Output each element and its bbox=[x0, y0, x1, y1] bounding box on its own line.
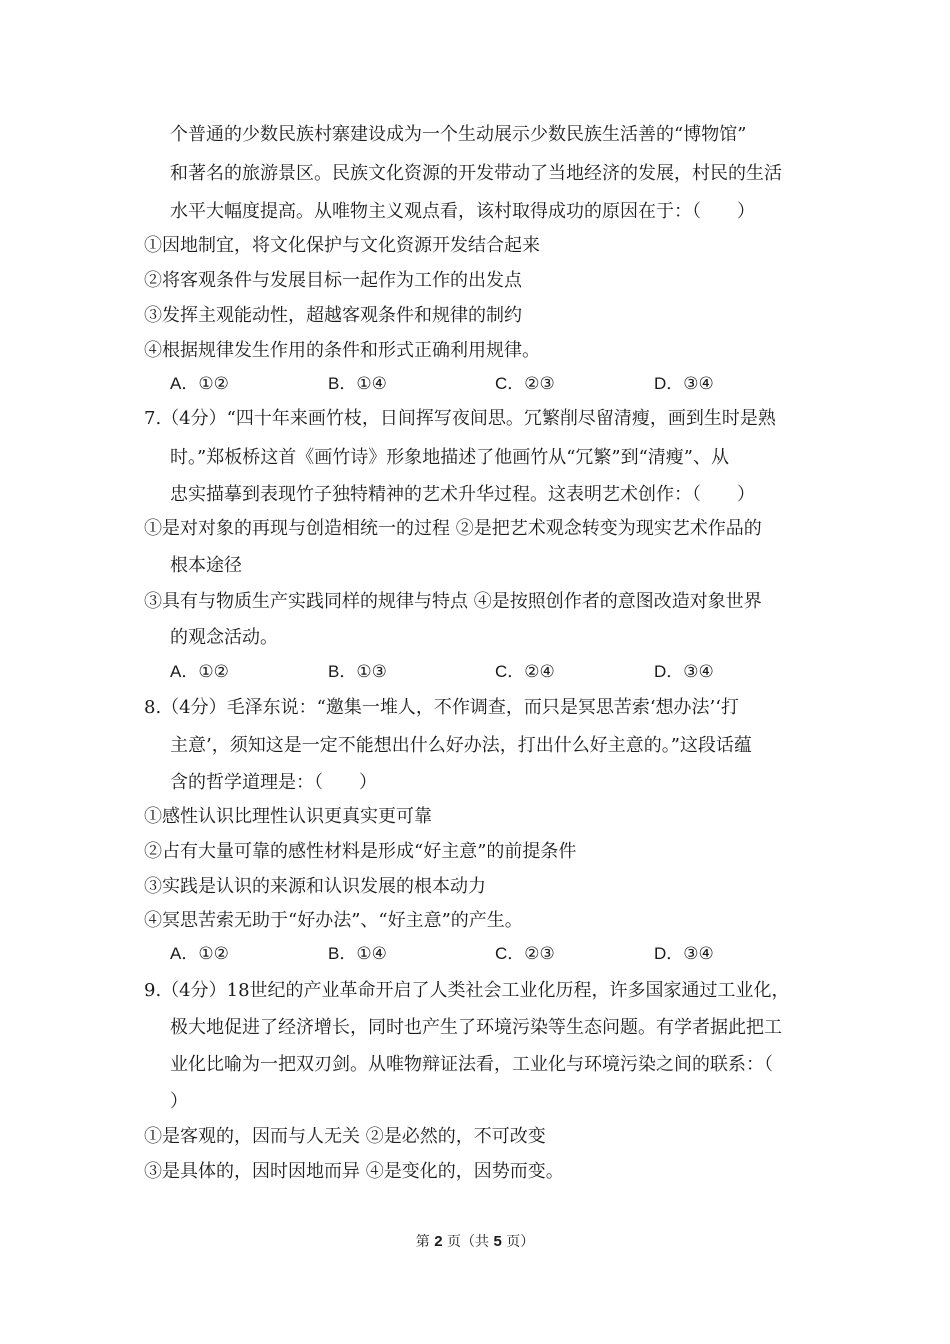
q8-option-b: B．①④ bbox=[328, 944, 387, 963]
q8-stem-line-1: 8.（4分）毛泽东说：“邀集一堆人，不作调查，而只是冥思苦索‘想办法’‘打 bbox=[144, 697, 739, 718]
q8-item-4: ④冥思苦索无助于“好办法”、“好主意”的产生。 bbox=[144, 910, 523, 931]
q7-option-a: A．①② bbox=[170, 662, 229, 681]
q6-option-d: D．③④ bbox=[654, 374, 714, 393]
q8-item-3: ③实践是认识的来源和认识发展的根本动力 bbox=[144, 876, 486, 897]
q7-option-d: D．③④ bbox=[654, 662, 714, 681]
q9-stem-line-3: 业化比喻为一把双刃剑。从唯物辩证法看，工业化与环境污染之间的联系：（ bbox=[170, 1054, 773, 1075]
q9-item-1: ①是客观的，因而与人无关 ②是必然的，不可改变 bbox=[144, 1126, 546, 1147]
q6-item-2: ②将客观条件与发展目标一起作为工作的出发点 bbox=[144, 270, 522, 291]
page-footer bbox=[0, 1232, 950, 1252]
q6-stem-line-2: 和著名的旅游景区。民族文化资源的开发带动了当地经济的发展，村民的生活 bbox=[170, 163, 782, 184]
q9-stem-line-1: 9.（4分）18世纪的产业革命开启了人类社会工业化历程，许多国家通过工业化， bbox=[144, 980, 790, 1001]
q7-item-3: ③具有与物质生产实践同样的规律与特点 ④是按照创作者的意图改造对象世界 bbox=[144, 591, 762, 612]
q8-option-d: D．③④ bbox=[654, 944, 714, 963]
q7-stem-line-1: 7.（4分）“四十年来画竹枝，日间挥写夜间思。冗繁削尽留清瘦，画到生时是熟 bbox=[144, 408, 776, 429]
footer-prefix: 第 bbox=[415, 1234, 430, 1250]
q6-stem-line-1: 个普通的少数民族村寨建设成为一个生动展示少数民族生活善的“博物馆” bbox=[170, 124, 747, 145]
footer-middle: 页（共 bbox=[447, 1234, 489, 1250]
q7-stem-line-3: 忠实描摹到表现竹子独特精神的艺术升华过程。这表明艺术创作：（ ） bbox=[170, 484, 755, 505]
q8-option-a: A．①② bbox=[170, 944, 229, 963]
q6-item-1: ①因地制宜，将文化保护与文化资源开发结合起来 bbox=[144, 235, 540, 256]
q7-stem-line-2: 时。”郑板桥这首《画竹诗》形象地描述了他画竹从“冗繁”到“清瘦”、从 bbox=[170, 447, 730, 468]
footer-total-pages: 5 bbox=[493, 1233, 502, 1250]
q6-option-b: B．①④ bbox=[328, 374, 387, 393]
q6-stem-line-3: 水平大幅度提高。从唯物主义观点看，该村取得成功的原因在于：（ ） bbox=[170, 201, 755, 222]
q7-item-3-cont: 的观念活动。 bbox=[170, 627, 278, 648]
q8-option-c: C．②③ bbox=[495, 944, 555, 963]
q8-stem-line-3: 含的哲学道理是：（ ） bbox=[170, 772, 377, 793]
footer-suffix: 页） bbox=[506, 1234, 535, 1250]
q7-option-b: B．①③ bbox=[328, 662, 387, 681]
q8-stem-line-2: 主意’，须知这是一定不能想出什么好办法，打出什么好主意的。”这段话蕴 bbox=[170, 735, 752, 756]
q9-stem-line-4: ） bbox=[170, 1091, 188, 1112]
q7-option-c: C．②④ bbox=[495, 662, 555, 681]
q7-item-1-cont: 根本途径 bbox=[170, 555, 242, 576]
q8-item-2: ②占有大量可靠的感性材料是形成“好主意”的前提条件 bbox=[144, 841, 577, 862]
q6-option-a: A．①② bbox=[170, 374, 229, 393]
q6-item-3: ③发挥主观能动性，超越客观条件和规律的制约 bbox=[144, 305, 522, 326]
q8-item-1: ①感性认识比理性认识更真实更可靠 bbox=[144, 806, 432, 827]
q6-item-4: ④根据规律发生作用的条件和形式正确利用规律。 bbox=[144, 340, 540, 361]
q9-item-2: ③是具体的，因时因地而异 ④是变化的，因势而变。 bbox=[144, 1161, 564, 1182]
q9-stem-line-2: 极大地促进了经济增长，同时也产生了环境污染等生态问题。有学者据此把工 bbox=[170, 1017, 782, 1038]
q6-option-c: C．②③ bbox=[495, 374, 555, 393]
footer-page-number: 2 bbox=[434, 1233, 443, 1250]
q7-item-1: ①是对对象的再现与创造相统一的过程 ②是把艺术观念转变为现实艺术作品的 bbox=[144, 518, 762, 539]
